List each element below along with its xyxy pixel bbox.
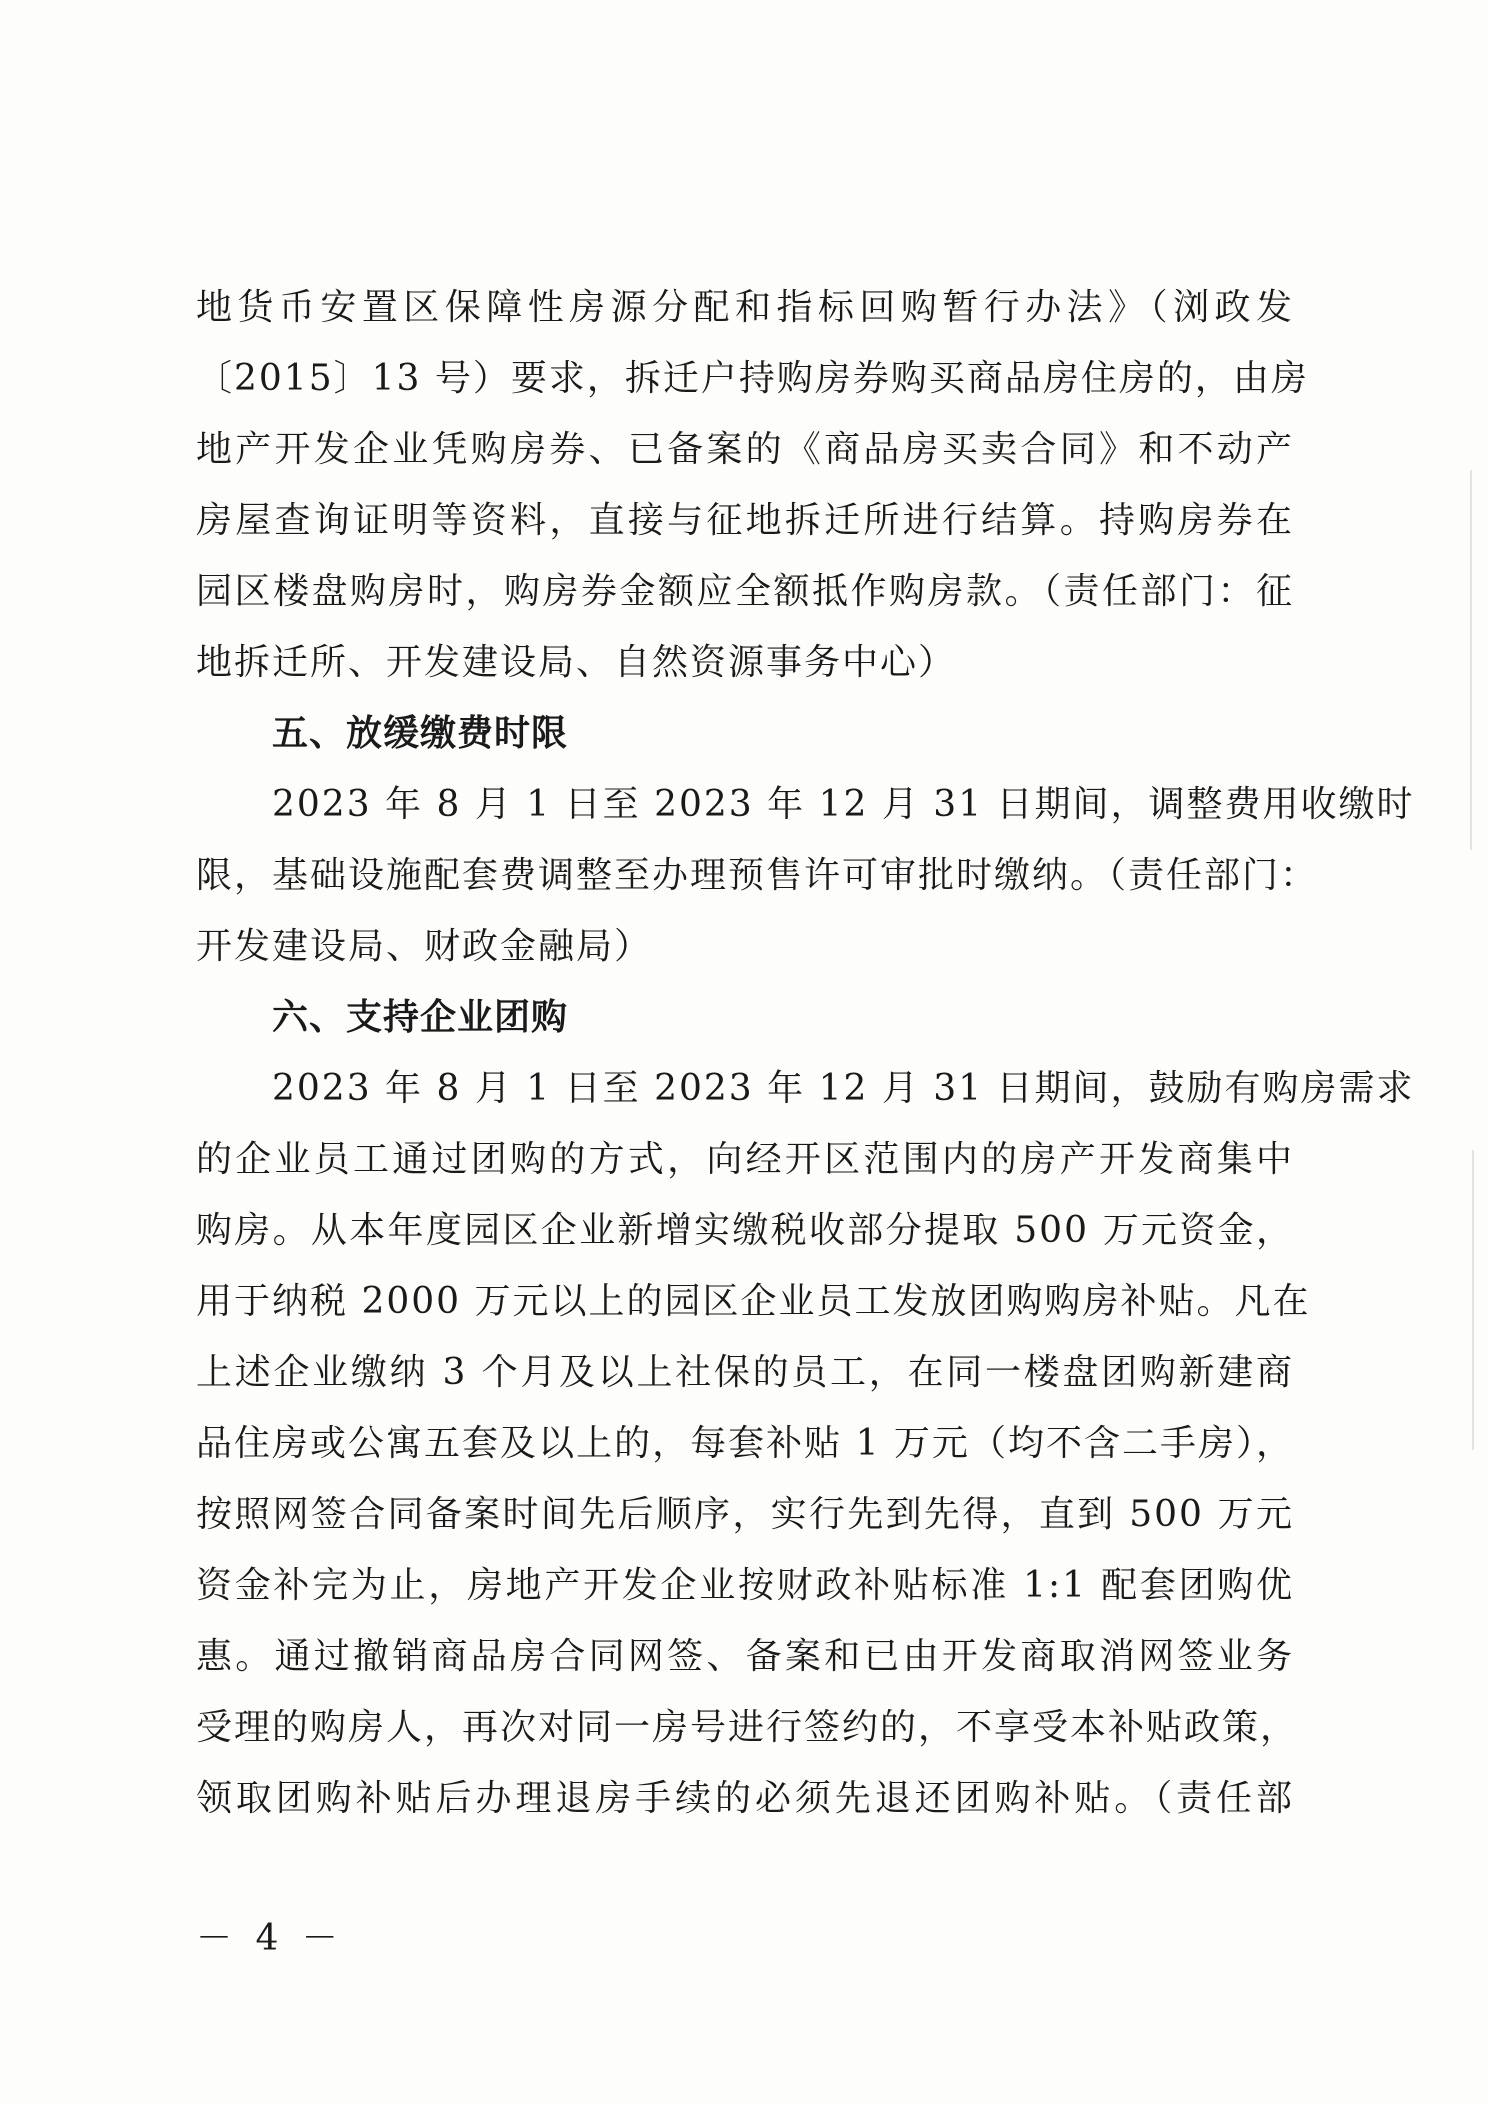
text-line: 上述企业缴纳 3 个月及以上社保的员工，在同一楼盘团购新建商 — [196, 1352, 1294, 1393]
text-line: 地产开发企业凭购房券、已备案的《商品房买卖合同》和不动产 — [196, 429, 1294, 470]
text-line: 用于纳税 2000 万元以上的园区企业员工发放团购购房补贴。凡在 — [196, 1281, 1311, 1322]
text-line: 的企业员工通过团购的方式，向经开区范围内的房产开发商集中 — [196, 1139, 1294, 1180]
text-line: 2023 年 8 月 1 日至 2023 年 12 月 31 日期间，鼓励有购房需求 — [272, 1068, 1415, 1109]
text-line: 园区楼盘购房时，购房券金额应全额抵作购房款。（责任部门：征 — [196, 571, 1294, 612]
page-number: － 4 － — [196, 1918, 344, 1959]
text-line: 开发建设局、财政金融局） — [196, 926, 653, 967]
text-line: 房屋查询证明等资料，直接与征地拆迁所进行结算。持购房券在 — [196, 500, 1294, 541]
text-line: 限，基础设施配套费调整至办理预售许可审批时缴纳。（责任部门： — [196, 855, 1319, 896]
scan-edge-mark — [1470, 470, 1472, 850]
text-line: 资金补完为止，房地产开发企业按财政补贴标准 1:1 配套团购优 — [196, 1565, 1294, 1606]
section-heading: 五、放缓缴费时限 — [272, 713, 569, 754]
section-heading: 六、支持企业团购 — [272, 997, 569, 1038]
text-line: 地货币安置区保障性房源分配和指标回购暂行办法》（浏政发 — [196, 287, 1294, 328]
text-line: 品住房或公寓五套及以上的，每套补贴 1 万元（均不含二手房）， — [196, 1423, 1294, 1464]
text-line: 购房。从本年度园区企业新增实缴税收部分提取 500 万元资金， — [196, 1210, 1294, 1251]
text-line: 2023 年 8 月 1 日至 2023 年 12 月 31 日期间，调整费用收缴时 — [272, 784, 1415, 825]
document-body — [196, 272, 1415, 1834]
text-line: 按照网签合同备案时间先后顺序，实行先到先得，直到 500 万元 — [196, 1494, 1294, 1535]
text-line: 〔2015〕13 号）要求，拆迁户持购房券购买商品房住房的，由房 — [196, 358, 1309, 399]
text-line: 受理的购房人，再次对同一房号进行签约的，不享受本补贴政策， — [196, 1707, 1299, 1748]
text-line: 领取团购补贴后办理退房手续的必须先退还团购补贴。（责任部 — [196, 1778, 1294, 1819]
scan-edge-mark — [1472, 1150, 1474, 1450]
text-line: 惠。通过撤销商品房合同网签、备案和已由开发商取消网签业务 — [196, 1636, 1294, 1677]
text-line: 地拆迁所、开发建设局、自然资源事务中心） — [196, 642, 957, 683]
